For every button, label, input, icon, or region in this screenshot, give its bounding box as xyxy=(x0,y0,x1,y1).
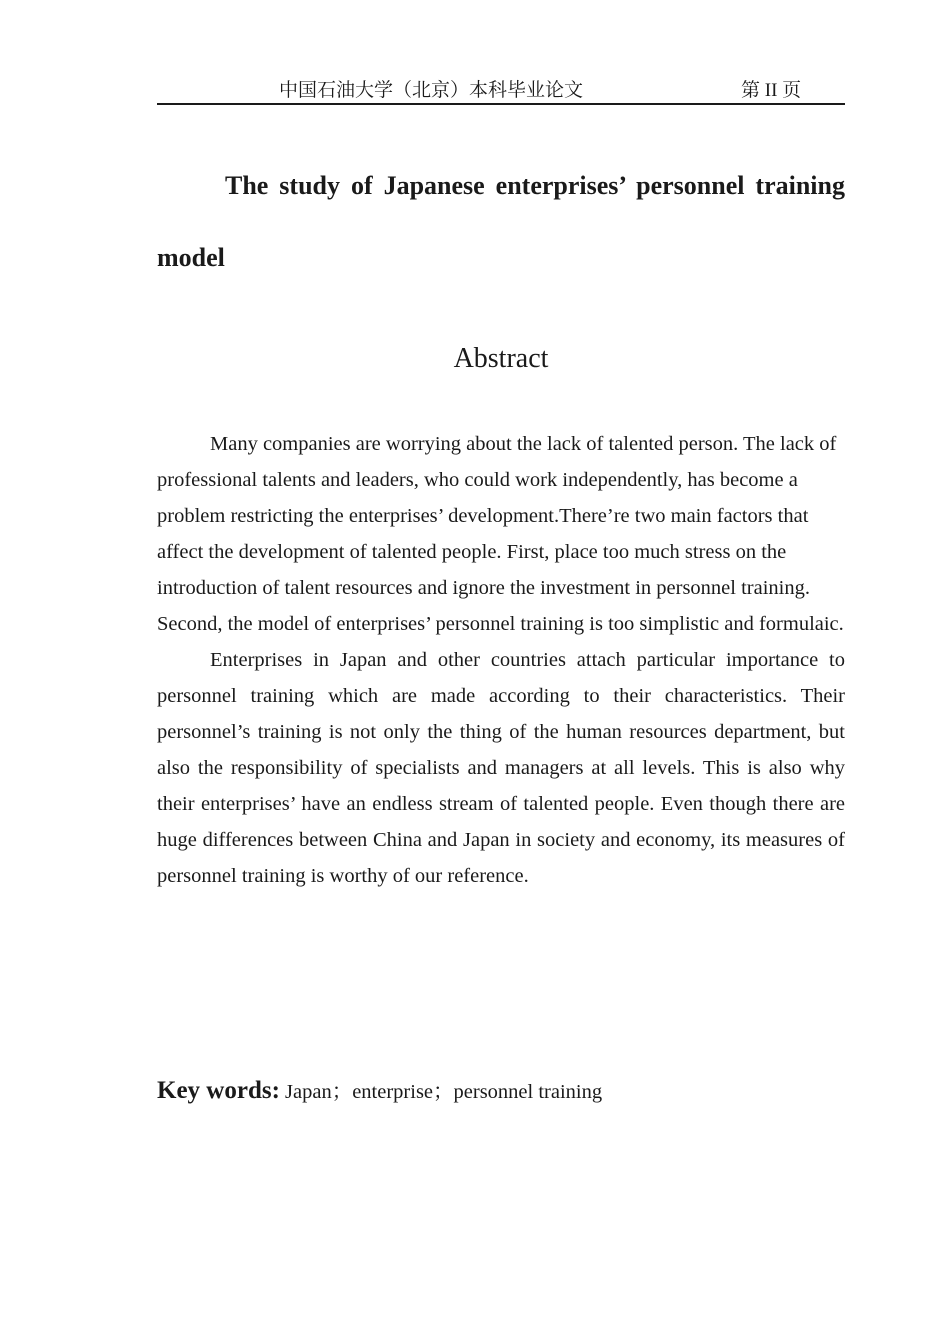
abstract-paragraph: Many companies are worrying about the lack of talented person. The lack of professional talents and leaders, who could work independently, has become a problem restricting the enterprises’ development.There’re two main factors that affect the development of talented people. First, place too much stress on the introduction of talent resources and ignore the investment in personnel training. Second, the model of enterprises’ personnel training is too simplistic and formulaic. xyxy=(157,433,844,635)
keywords-label: Key words: xyxy=(157,1077,280,1104)
header-title: 中国石油大学（北京）本科毕业论文 xyxy=(279,80,584,101)
keywords-values: Japan；enterprise；personnel training xyxy=(285,1081,603,1103)
abstract-heading: Abstract xyxy=(453,343,549,374)
abstract-paragraph: Enterprises in Japan and other countries attach particular importance to personnel training which are made according to their characteristics. Their personnel’s training is not only the thing of the human resources department, but also the responsibility of specialists and managers at all levels. This is also why their enterprises’ have an endless stream of talented people. Even though there are huge differences between China and Japan in society and economy, its measures of personnel training is worthy of our reference. xyxy=(157,649,845,887)
abstract-body xyxy=(157,426,845,894)
page-header xyxy=(157,78,845,105)
header-page-number: 第 II 页 xyxy=(741,80,802,101)
thesis-title: The study of Japanese enterprises’ personnel training model xyxy=(157,171,845,272)
keywords xyxy=(157,1074,845,1109)
